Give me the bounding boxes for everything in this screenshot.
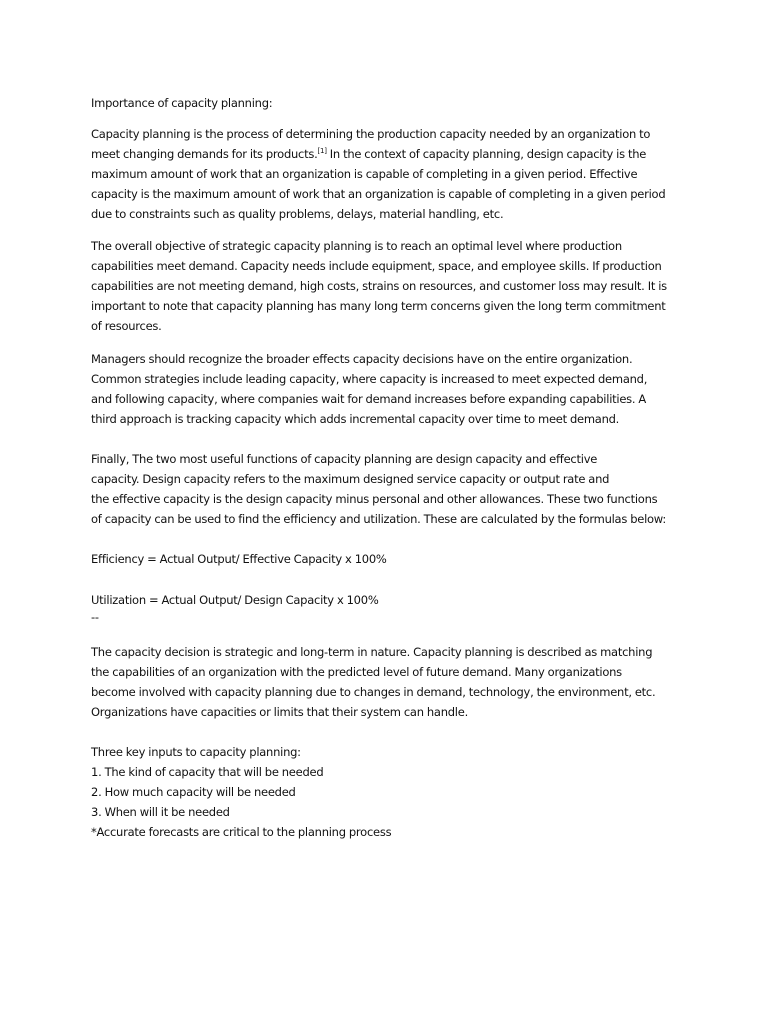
text-run: and	[91, 392, 115, 406]
text-run: Common strategies include	[91, 372, 246, 386]
list-item: 3. When will it be needed	[91, 805, 230, 819]
paragraph-functions	[91, 449, 691, 529]
term-following-capacity: following capacity	[115, 392, 215, 406]
paragraph-decision	[91, 642, 691, 722]
paragraph-objective	[91, 236, 691, 336]
text-line	[91, 489, 691, 509]
text-run: refers to the maximum designed service capacity or output rate and	[230, 472, 610, 486]
separator	[91, 607, 691, 627]
text-line: Capacity planning is the process of determining the production capacity needed by an organization to	[91, 127, 651, 141]
text-run: , where companies wait for demand increases before expanding capabilities. A	[214, 392, 647, 406]
text-run: which adds incremental capacity over time to meet demand.	[281, 412, 620, 426]
heading-text: Importance of capacity planning:	[91, 96, 273, 110]
text-line	[91, 144, 691, 164]
text-run: capacity.	[91, 472, 143, 486]
formula-text: Utilization = Actual Output/ Design Capacity x 100%	[91, 593, 379, 607]
separator-text: --	[91, 610, 99, 624]
text-run: third approach is	[91, 412, 187, 426]
text-line: capabilities meet demand. Capacity needs include equipment, space, and employee skills. If production	[91, 259, 662, 273]
heading	[91, 93, 691, 113]
key-inputs-list	[91, 742, 691, 842]
list-item: 1. The kind of capacity that will be needed	[91, 765, 324, 779]
text-line	[91, 369, 691, 389]
text-line: The capacity decision is strategic and long-term in nature. Capacity planning is described as matching	[91, 645, 653, 659]
text-line: of resources.	[91, 319, 162, 333]
text-line	[91, 409, 691, 429]
paragraph-definition	[91, 124, 691, 224]
text-run: In the context of capacity planning, design capacity is the	[326, 147, 647, 161]
text-line: become involved with capacity planning due to changes in demand, technology, the environment, etc.	[91, 685, 656, 699]
citation-reference[interactable]: [1]	[317, 147, 327, 155]
list-title: Three key inputs to capacity planning:	[91, 745, 301, 759]
paragraph-strategies	[91, 349, 691, 429]
text-line	[91, 469, 691, 489]
term-design-capacity: Design capacity	[142, 472, 231, 486]
text-line: of capacity can be used to find the efficiency and utilization. These are calculated by the formulas below:	[91, 512, 666, 526]
text-line: capacity is the maximum amount of work that an organization is capable of completing in a given period	[91, 187, 666, 201]
text-line: important to note that capacity planning has many long term concerns given the long term commitment	[91, 299, 666, 313]
text-run: the	[91, 492, 113, 506]
term-leading-capacity: leading capacity	[245, 372, 336, 386]
text-line: Organizations have capacities or limits that their system can handle.	[91, 705, 468, 719]
text-line: The overall objective of strategic capacity planning is to reach an optimal level where production	[91, 239, 622, 253]
text-run: , where capacity is increased to meet expected demand,	[335, 372, 648, 386]
text-line	[91, 389, 691, 409]
text-line: Finally, The two most useful functions of capacity planning are design capacity and effective	[91, 452, 598, 466]
text-line: capabilities are not meeting demand, high costs, strains on resources, and customer loss may result. It is	[91, 279, 667, 293]
text-run: is the design capacity minus personal and other allowances. These two functions	[209, 492, 658, 506]
term-effective-capacity: effective capacity	[112, 492, 210, 506]
formula-efficiency	[91, 549, 691, 569]
list-item: 2. How much capacity will be needed	[91, 785, 296, 799]
formula-text: Efficiency = Actual Output/ Effective Capacity x 100%	[91, 552, 387, 566]
term-tracking-capacity: tracking capacity	[186, 412, 282, 426]
text-run: meet changing demands for its products.	[91, 147, 318, 161]
text-line: Managers should recognize the broader effects capacity decisions have on the entire organization.	[91, 352, 633, 366]
text-line: due to constraints such as quality problems, delays, material handling, etc.	[91, 207, 504, 221]
text-line: maximum amount of work that an organization is capable of completing in a given period. Effective	[91, 167, 638, 181]
list-note: *Accurate forecasts are critical to the planning process	[91, 825, 392, 839]
text-line: the capabilities of an organization with the predicted level of future demand. Many organizations	[91, 665, 622, 679]
